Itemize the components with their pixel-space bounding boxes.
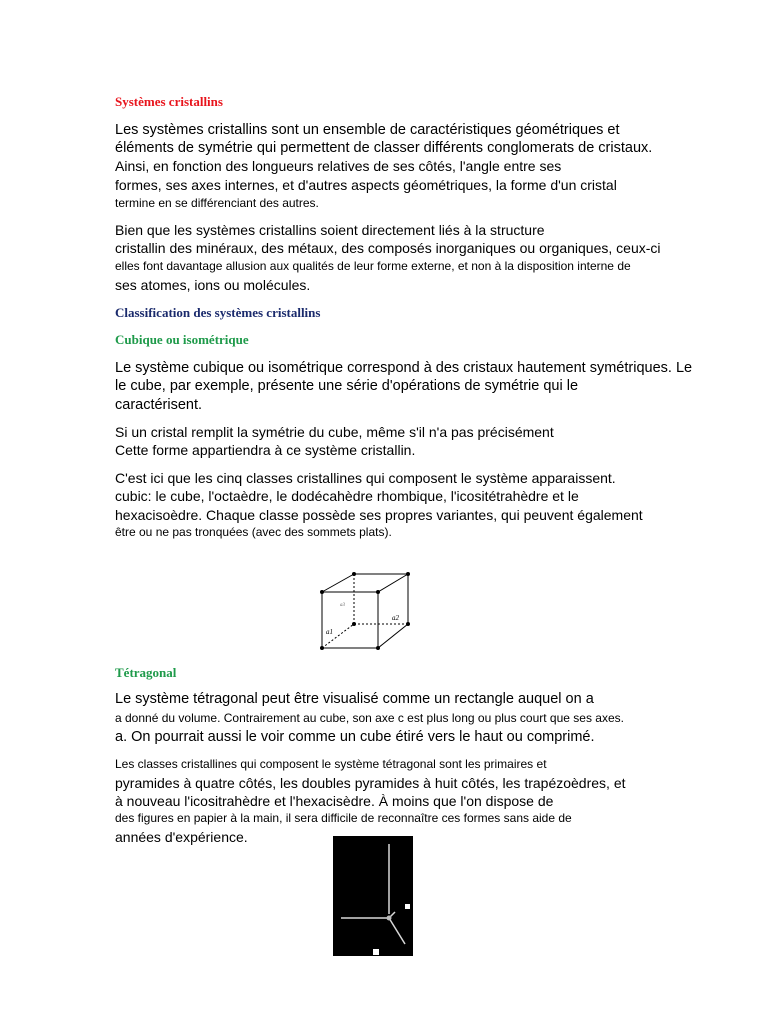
- tetragonal-axes-diagram: [333, 836, 413, 956]
- paragraph-line: a donné du volume. Contrairement au cube, son axe c est plus long ou plus court que ses axes.: [115, 711, 624, 725]
- paragraph-line: à nouveau l'icositrahèdre et l'hexacisèdre. À moins que l'on dispose de: [115, 793, 554, 809]
- heading-classification: Classification des systèmes cristallins: [115, 305, 321, 320]
- paragraph-line: Si un cristal remplit la symétrie du cube, même s'il n'a pas précisément: [115, 424, 554, 440]
- paragraph-line: Les systèmes cristallins sont un ensemble de caractéristiques géométriques et: [115, 122, 620, 138]
- paragraph-line: caractérisent.: [115, 397, 203, 413]
- paragraph-line: des figures en papier à la main, il sera difficile de reconnaître ces formes sans aide de: [115, 811, 572, 825]
- cube-label-a3: a3: [340, 603, 345, 608]
- cube-label-a2: a2: [392, 614, 399, 622]
- paragraph-line: le cube, par exemple, présente une série d'opérations de symétrie qui le: [115, 378, 579, 394]
- paragraph-line: a. On pourrait aussi le voir comme un cube étiré vers le haut ou comprimé.: [115, 729, 595, 745]
- paragraph-line: cristallin des minéraux, des métaux, des composés inorganiques ou organiques, ceux-ci: [115, 240, 661, 256]
- heading-tetragonal: Tétragonal: [115, 665, 177, 680]
- paragraph-line: éléments de symétrie qui permettent de classer différents conglomerats de cristaux.: [115, 140, 653, 156]
- paragraph-line: hexacisoèdre. Chaque classe possède ses propres variantes, qui peuvent également: [115, 507, 643, 523]
- heading-systemes-cristallins: Systèmes cristallins: [115, 94, 223, 109]
- paragraph-line: Ainsi, en fonction des longueurs relatives de ses côtés, l'angle entre ses: [115, 158, 562, 174]
- paragraph-line: Le système cubique ou isométrique correspond à des cristaux hautement symétriques. Le: [115, 360, 693, 376]
- paragraph-line: ses atomes, ions ou molécules.: [115, 277, 311, 293]
- paragraph-line: être ou ne pas tronquées (avec des sommets plats).: [115, 525, 392, 539]
- paragraph-line: années d'expérience.: [115, 829, 248, 845]
- paragraph-line: Le système tétragonal peut être visualisé comme un rectangle auquel on a: [115, 691, 594, 707]
- paragraph-line: formes, ses axes internes, et d'autres aspects géométriques, la forme d'un cristal: [115, 177, 617, 193]
- cube-label-a1: a1: [326, 628, 333, 636]
- heading-cubique: Cubique ou isométrique: [115, 332, 249, 347]
- paragraph-line: C'est ici que les cinq classes cristallines qui composent le système apparaissent.: [115, 470, 616, 486]
- cube-diagram: [316, 568, 418, 652]
- paragraph-line: pyramides à quatre côtés, les doubles pyramides à huit côtés, les trapézoèdres, et: [115, 775, 626, 791]
- paragraph-line: cubic: le cube, l'octaèdre, le dodécahèdre rhombique, l'icositétrahèdre et le: [115, 488, 579, 504]
- paragraph-line: termine en se différenciant des autres.: [115, 196, 319, 210]
- paragraph-line: Les classes cristallines qui composent le système tétragonal sont les primaires et: [115, 757, 547, 771]
- paragraph-line: elles font davantage allusion aux qualités de leur forme externe, et non à la disposition interne de: [115, 259, 631, 273]
- paragraph-line: Cette forme appartiendra à ce système cristallin.: [115, 442, 416, 458]
- paragraph-line: Bien que les systèmes cristallins soient directement liés à la structure: [115, 222, 545, 238]
